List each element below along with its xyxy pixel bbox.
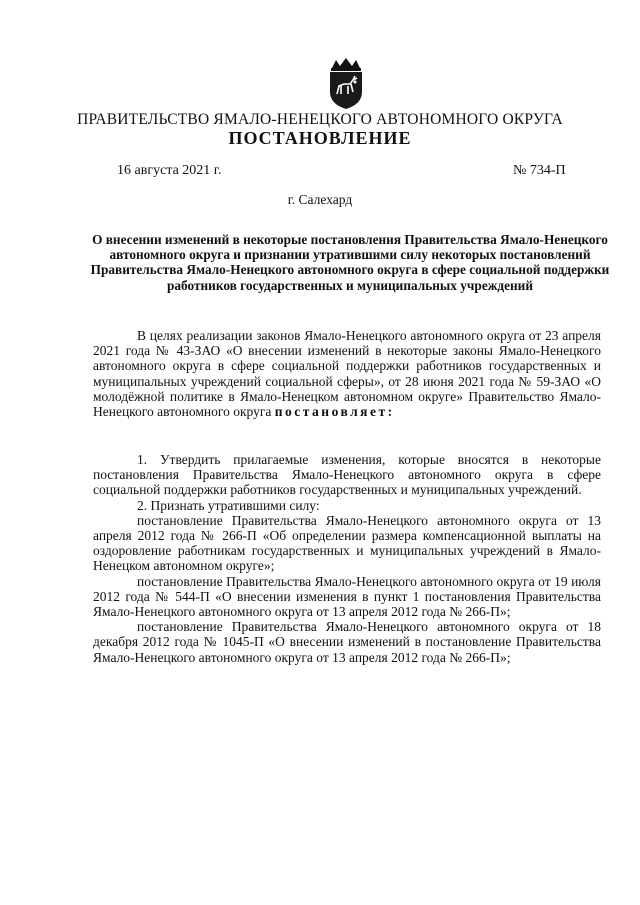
document-date: 16 августа 2021 г. — [117, 163, 222, 178]
document-number: № 734-П — [513, 163, 566, 178]
preamble-text: В целях реализации законов Ямало-Ненецкого автономного округа от 23 апреля 2021 года № 43-ЗАО «О внесении изменений в некоторые законы Ямало-Ненецкого автономного округа в сфере социальной поддержки работников государственных и муниципальных учреждений социальной сферы», от 28 июня 2021 года № 59-ЗАО «О молодёжной политике в Ямало-Ненецком автономном округе» Правительство Ямало-Ненецкого автономного округа — [93, 328, 601, 420]
document-title: О внесении изменений в некоторые постановления Правительства Ямало-Ненецкого автономного округа и признании утратившими силу некоторых постановлений Правительства Ямало-Ненецкого автономного округа в сфере социальной поддержки работников государственных и муниципальных учреждений — [90, 232, 610, 293]
list-item: 1. Утвердить прилагаемые изменения, которые вносятся в некоторые постановления Правительства Ямало-Ненецкого автономного округа в сфере социальной поддержки работников государственных и муниципальных учреждений. — [93, 452, 601, 498]
items-list — [93, 452, 601, 665]
list-item: постановление Правительства Ямало-Ненецкого автономного округа от 19 июля 2012 года № 544-П «О внесении изменения в пункт 1 постановления Правительства Ямало-Ненецкого автономного округа от 13 апреля 2012 года № 266-П»; — [93, 573, 601, 620]
decree-word: постановляет: — [274, 404, 395, 420]
list-item: постановление Правительства Ямало-Ненецкого автономного округа от 18 декабря 2012 года № 1045-П «О внесении изменений в постановление Правительства Ямало-Ненецкого автономного округа от 13 апреля 2012 года № 266-П»; — [93, 619, 601, 665]
document-city: г. Салехард — [287, 192, 353, 207]
coat-of-arms-icon — [322, 58, 370, 110]
government-name: ПРАВИТЕЛЬСТВО ЯМАЛО-НЕНЕЦКОГО АВТОНОМНОГО ОКРУГА — [77, 111, 563, 128]
document-type: ПОСТАНОВЛЕНИЕ — [228, 128, 412, 148]
preamble — [93, 328, 601, 419]
list-item: постановление Правительства Ямало-Ненецкого автономного округа от 13 апреля 2012 года № 266-П «Об определении размера компенсационной выплаты на оздоровление работникам государственных и муниципальных учреждений в Ямало-Ненецком автономном округе»; — [93, 512, 601, 574]
list-item: 2. Признать утратившими силу: — [137, 497, 320, 513]
